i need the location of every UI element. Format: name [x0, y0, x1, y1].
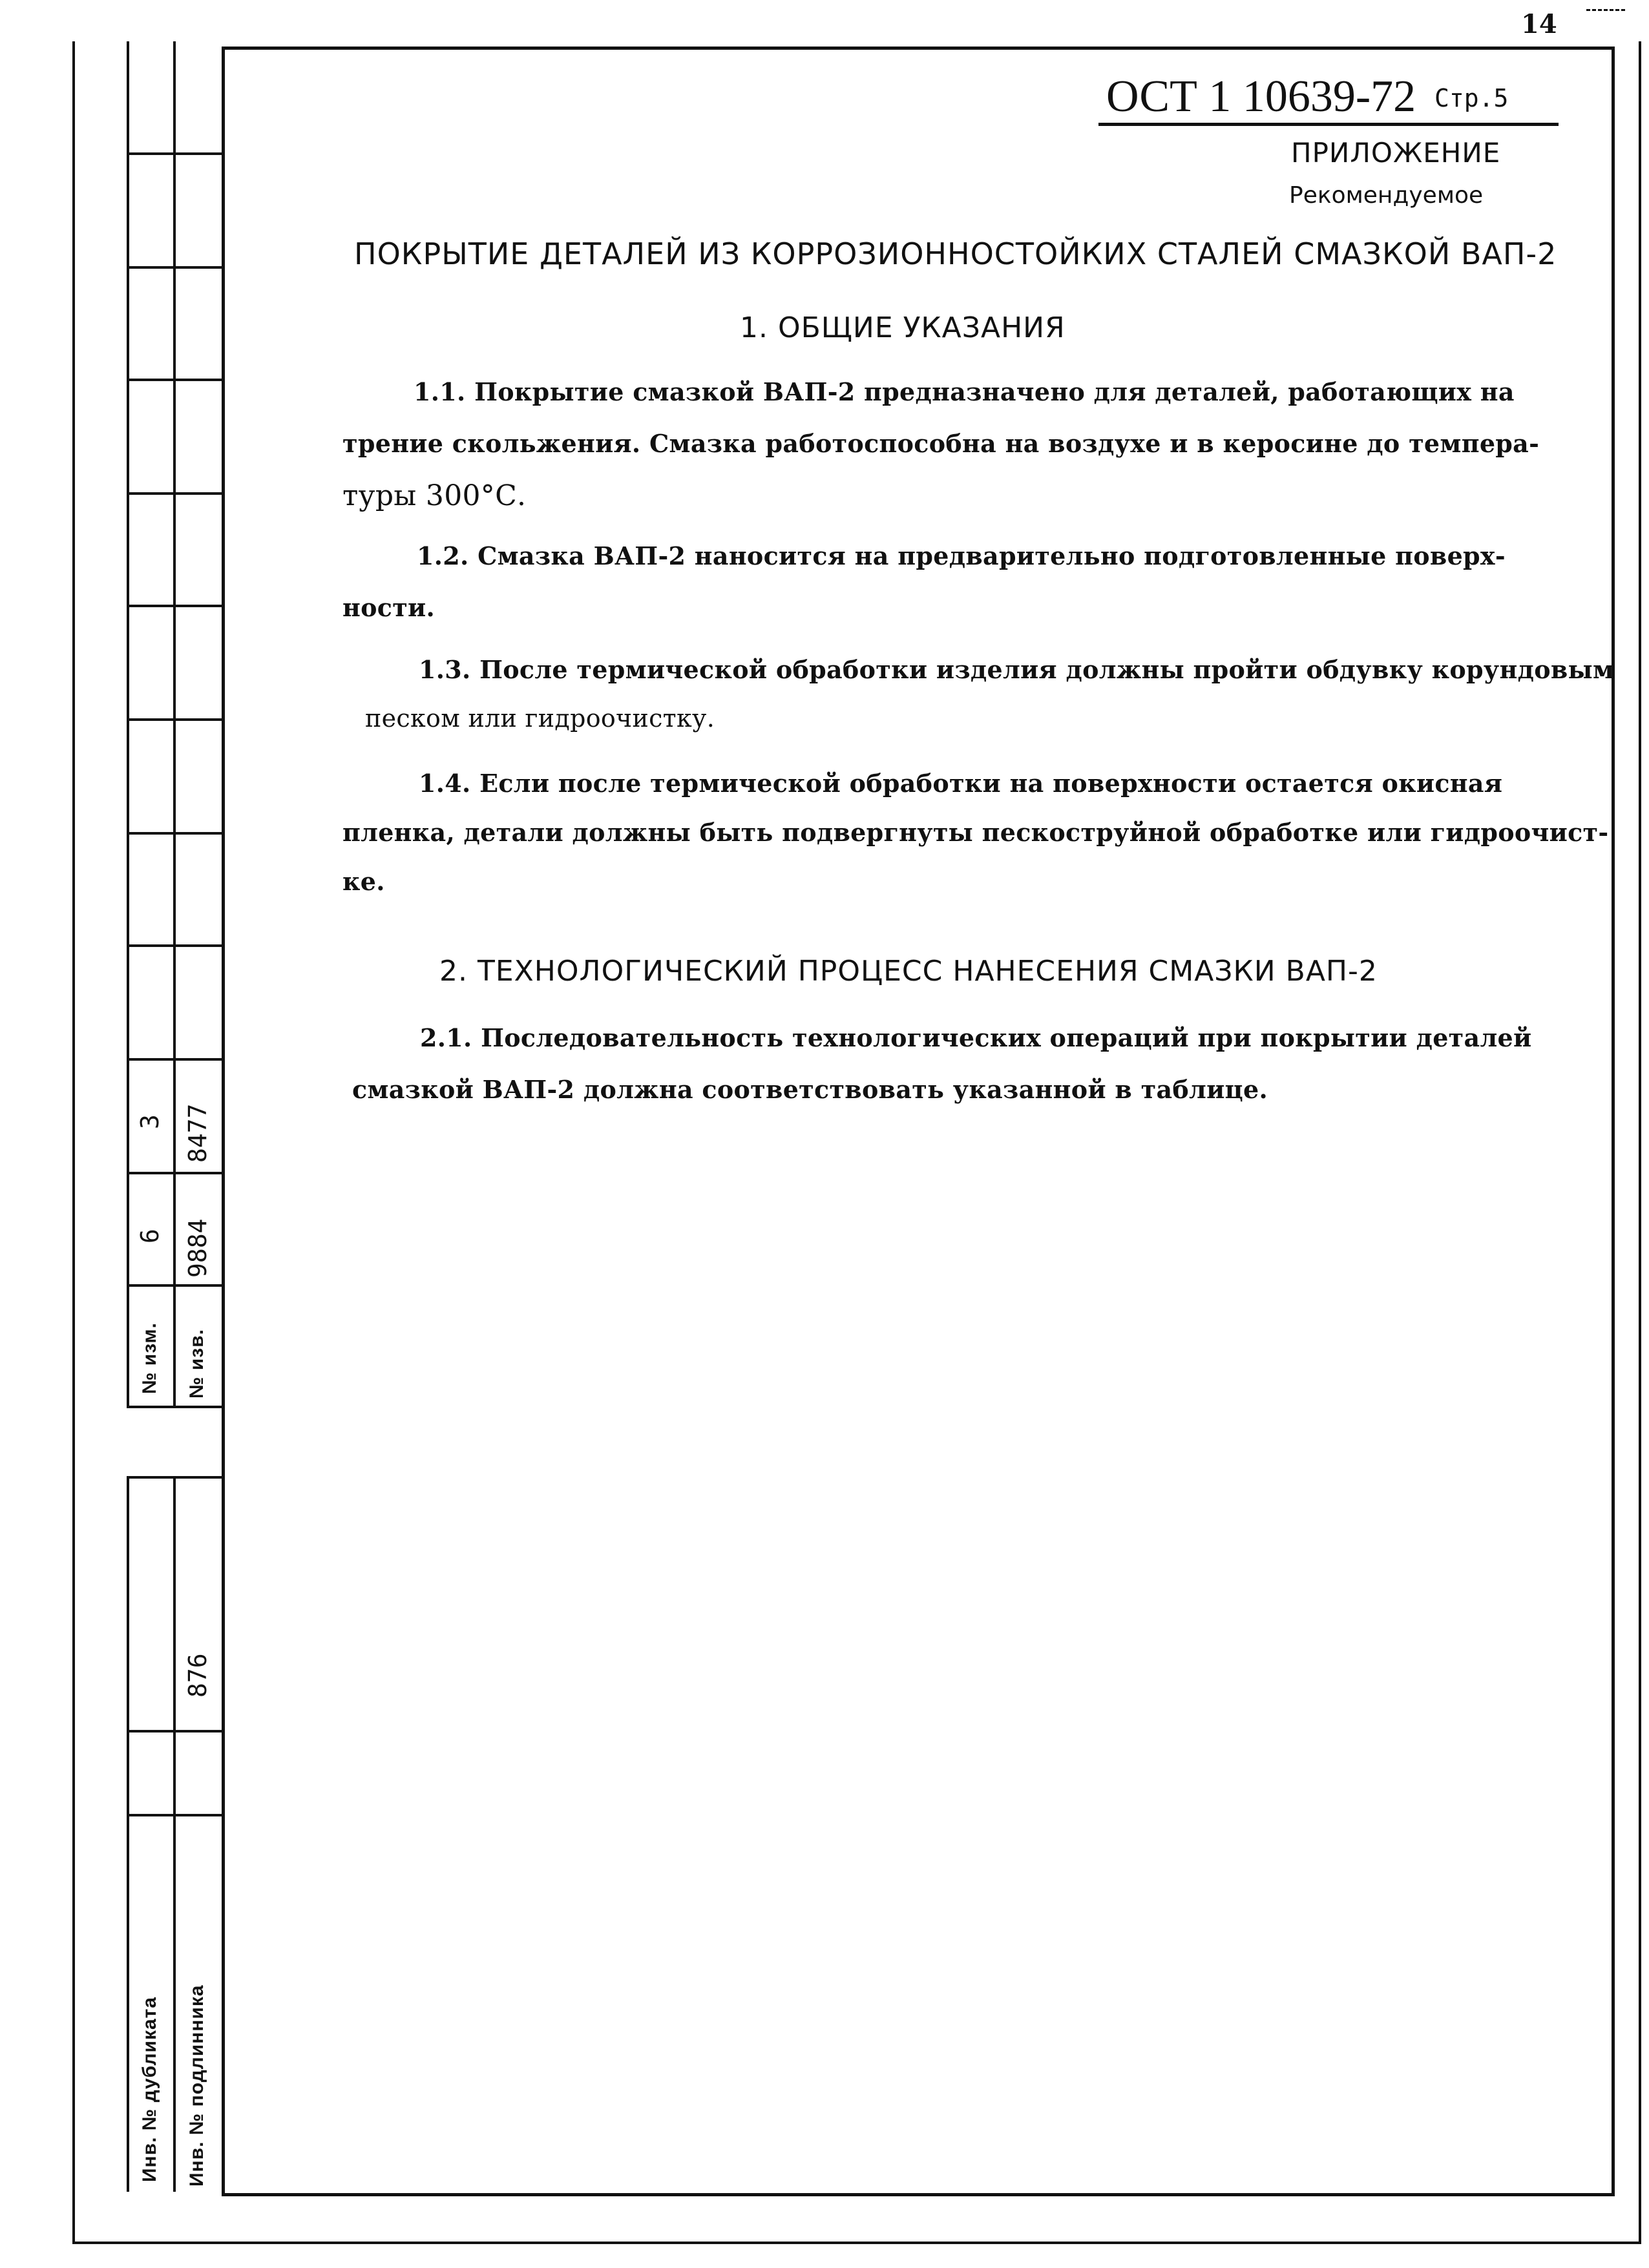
notice-number-2: 9884 — [184, 1218, 212, 1278]
stamp-col-line — [127, 1476, 129, 2192]
original-inv-value: 876 — [184, 1653, 212, 1698]
para-1-1-line-1: 1.1. Покрытие смазкой ВАП-2 предназначено для деталей, работающих на — [414, 377, 1515, 406]
stamp-row-line — [127, 1284, 224, 1287]
stamp-row-line — [127, 1172, 224, 1174]
stamp-row-line — [127, 1476, 224, 1479]
para-2-1-line-2: смазкой ВАП-2 должна соответствовать указанной в таблице. — [352, 1075, 1268, 1104]
sheet-number: 14 — [1521, 9, 1557, 39]
stamp-row-line — [127, 1058, 224, 1061]
para-1-4-line-3: ке. — [342, 867, 385, 896]
stamp-row-line — [127, 492, 224, 495]
stamp-row-line — [127, 832, 224, 835]
stamp-col-line — [173, 1476, 176, 2192]
change-no-label: № изм. — [139, 1322, 160, 1394]
corner-dash — [1586, 9, 1625, 11]
page-label: Стр.5 — [1434, 84, 1509, 112]
section-2-heading: 2. ТЕХНОЛОГИЧЕСКИЙ ПРОЦЕСС НАНЕСЕНИЯ СМАЗКИ ВАП-2 — [439, 955, 1378, 988]
stamp-row-line — [127, 152, 224, 155]
para-1-4-line-2: пленка, детали должны быть подвергнуты пескоструйной обработке или гидроочист- — [342, 818, 1609, 847]
stamp-row-line — [127, 1730, 224, 1732]
para-2-1-line-1: 2.1. Последовательность технологических операций при покрытии деталей — [420, 1023, 1532, 1052]
stamp-row-line — [127, 1814, 224, 1816]
change-number-1: 3 — [136, 1114, 164, 1129]
stamp-row-line — [127, 944, 224, 947]
para-1-1-line-2: трение скольжения. Смазка работоспособна на воздухе и в керосине до темпера- — [342, 429, 1540, 458]
para-1-4-line-1: 1.4. Если после термической обработки на поверхности остается окисная — [419, 769, 1503, 798]
para-1-2-line-1: 1.2. Смазка ВАП-2 наносится на предварительно подготовленные поверх- — [417, 541, 1506, 570]
stamp-row-line — [127, 379, 224, 381]
document-code: ОСТ 1 10639-72 — [1106, 72, 1416, 121]
para-1-3-line-2: песком или гидроочистку. — [365, 704, 715, 733]
para-1-1-line-3: туры 300°С. — [342, 479, 527, 512]
para-1-2-line-2: ности. — [342, 593, 436, 622]
stamp-row-line — [127, 718, 224, 721]
change-number-2: 6 — [136, 1229, 164, 1243]
stamp-col-line — [173, 41, 176, 1408]
header-rule — [1098, 123, 1559, 126]
stamp-row-line — [127, 266, 224, 269]
appendix-status: Рекомендуемое — [1289, 182, 1484, 209]
section-1-heading: 1. ОБЩИЕ УКАЗАНИЯ — [740, 311, 1066, 344]
stamp-row-line — [127, 605, 224, 607]
stamp-row-line — [127, 1406, 224, 1408]
page-title: ПОКРЫТИЕ ДЕТАЛЕЙ ИЗ КОРРОЗИОННОСТОЙКИХ СТАЛЕЙ СМАЗКОЙ ВАП-2 — [354, 236, 1557, 271]
inner-frame — [222, 47, 1615, 2196]
original-inv-label: Инв. № подлинника — [186, 1984, 207, 2187]
notice-no-label: № изв. — [186, 1329, 207, 1399]
stamp-col-line — [127, 41, 129, 1408]
notice-number-1: 8477 — [184, 1103, 212, 1163]
appendix-label: ПРИЛОЖЕНИЕ — [1291, 137, 1501, 169]
para-1-3-line-1: 1.3. После термической обработки изделия должны пройти обдувку корундовым — [419, 655, 1615, 684]
duplicate-inv-label: Инв. № дубликата — [139, 1996, 160, 2182]
